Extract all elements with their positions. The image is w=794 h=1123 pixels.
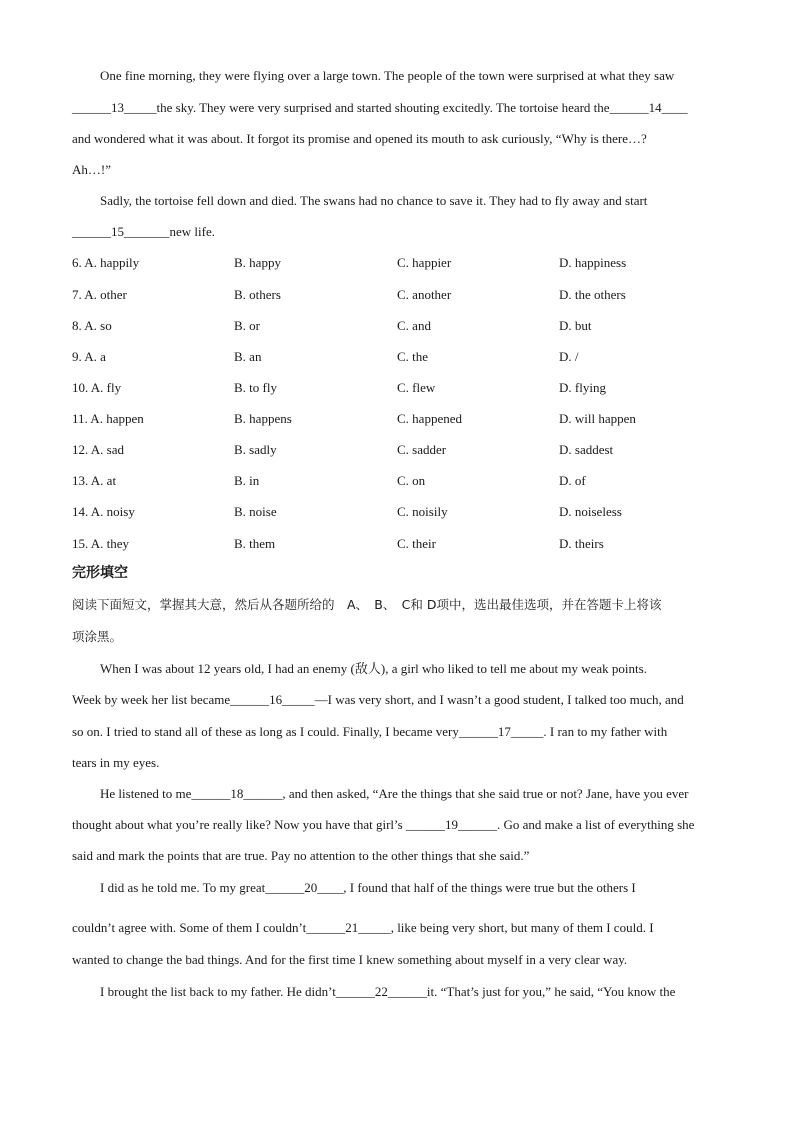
option-a: 12. A. sad xyxy=(72,442,124,457)
option-c: C. happier xyxy=(397,255,452,270)
passage-line: ______13_____the sky. They were very surprised and started shouting excitedly. The tortoise heard the______14____ xyxy=(72,100,688,115)
question-options-row xyxy=(72,380,732,396)
passage-line: couldn’t agree with. Some of them I couldn’t______21_____, like being very short, but many of them I could. I xyxy=(72,920,654,935)
passage-line: thought about what you’re really like? Now you have that girl’s ______19______. Go and make a list of everything she xyxy=(72,817,695,832)
option-c: C. sadder xyxy=(397,442,447,457)
question-options-row xyxy=(72,411,732,427)
passage-line: He listened to me______18______, and then asked, “Are the things that she said true or not? Jane, have you ever xyxy=(100,786,689,801)
option-d: D. / xyxy=(559,349,579,364)
question-options-row xyxy=(72,504,732,520)
option-a: 14. A. noisy xyxy=(72,504,135,519)
passage-line: When I was about 12 years old, I had an enemy (敌人), a girl who liked to tell me about my weak points. xyxy=(100,661,647,676)
option-d: D. saddest xyxy=(559,442,614,457)
option-a: 13. A. at xyxy=(72,473,117,488)
passage-line: Sadly, the tortoise fell down and died. The swans had no chance to save it. They had to fly away and start xyxy=(100,193,648,208)
passage-line: and wondered what it was about. It forgot its promise and opened its mouth to ask curiously, “Why is there…? xyxy=(72,131,647,146)
section-heading: 完形填空 xyxy=(72,565,128,581)
option-c: C. and xyxy=(397,318,431,333)
option-b: B. or xyxy=(234,318,260,333)
option-d: D. will happen xyxy=(559,411,636,426)
passage-line: Week by week her list became______16_____—I was very short, and I wasn’t a good student, I talked too much, and xyxy=(72,692,684,707)
passage-line: wanted to change the bad things. And for the first time I knew something about myself in a very clear way. xyxy=(72,952,628,967)
option-d: D. flying xyxy=(559,380,606,395)
question-options-row xyxy=(72,442,732,458)
passage-line: tears in my eyes. xyxy=(72,755,160,770)
option-c: C. flew xyxy=(397,380,436,395)
option-b: B. to fly xyxy=(234,380,277,395)
option-d: D. of xyxy=(559,473,586,488)
option-b: B. an xyxy=(234,349,262,364)
option-c: C. another xyxy=(397,287,452,302)
option-c: C. on xyxy=(397,473,426,488)
option-d: D. happiness xyxy=(559,255,627,270)
option-d: D. the others xyxy=(559,287,626,302)
passage-line: Ah…!” xyxy=(72,162,111,177)
passage-line: ______15_______new life. xyxy=(72,224,215,239)
option-a: 15. A. they xyxy=(72,536,130,551)
option-b: B. sadly xyxy=(234,442,277,457)
passage-line: said and mark the points that are true. Pay no attention to the other things that she said.” xyxy=(72,848,530,863)
option-b: B. others xyxy=(234,287,281,302)
option-c: C. happened xyxy=(397,411,462,426)
section-instruction: 阅读下面短文，掌握其大意，然后从各题所给的 A、 B、 C和 D项中，选出最佳选项，并在答题卡上将该 xyxy=(72,597,662,612)
option-a: 7. A. other xyxy=(72,287,127,302)
option-d: D. theirs xyxy=(559,536,604,551)
option-d: D. noiseless xyxy=(559,504,622,519)
option-d: D. but xyxy=(559,318,592,333)
option-b: B. happy xyxy=(234,255,281,270)
option-a: 9. A. a xyxy=(72,349,106,364)
question-options-row xyxy=(72,287,732,303)
option-c: C. the xyxy=(397,349,429,364)
option-b: B. them xyxy=(234,536,276,551)
option-c: C. their xyxy=(397,536,436,551)
question-options-row xyxy=(72,473,732,489)
question-options-row xyxy=(72,255,732,271)
option-b: B. noise xyxy=(234,504,277,519)
question-options-row xyxy=(72,318,732,334)
option-c: C. noisily xyxy=(397,504,448,519)
passage-line: so on. I tried to stand all of these as long as I could. Finally, I became very______17_____. I ran to my father with xyxy=(72,724,668,739)
option-b: B. happens xyxy=(234,411,292,426)
passage-line: One fine morning, they were flying over a large town. The people of the town were surprised at what they saw xyxy=(100,68,675,83)
option-a: 6. A. happily xyxy=(72,255,140,270)
option-a: 10. A. fly xyxy=(72,380,122,395)
passage-line: I did as he told me. To my great______20____, I found that half of the things were true but the others I xyxy=(100,880,636,895)
option-a: 8. A. so xyxy=(72,318,112,333)
question-options-row xyxy=(72,536,732,552)
option-a: 11. A. happen xyxy=(72,411,144,426)
section-instruction: 项涂黑。 xyxy=(72,629,123,644)
passage-line: I brought the list back to my father. He didn’t______22______it. “That’s just for you,” he said, “You know the xyxy=(100,984,676,999)
question-options-row xyxy=(72,349,732,365)
option-b: B. in xyxy=(234,473,260,488)
